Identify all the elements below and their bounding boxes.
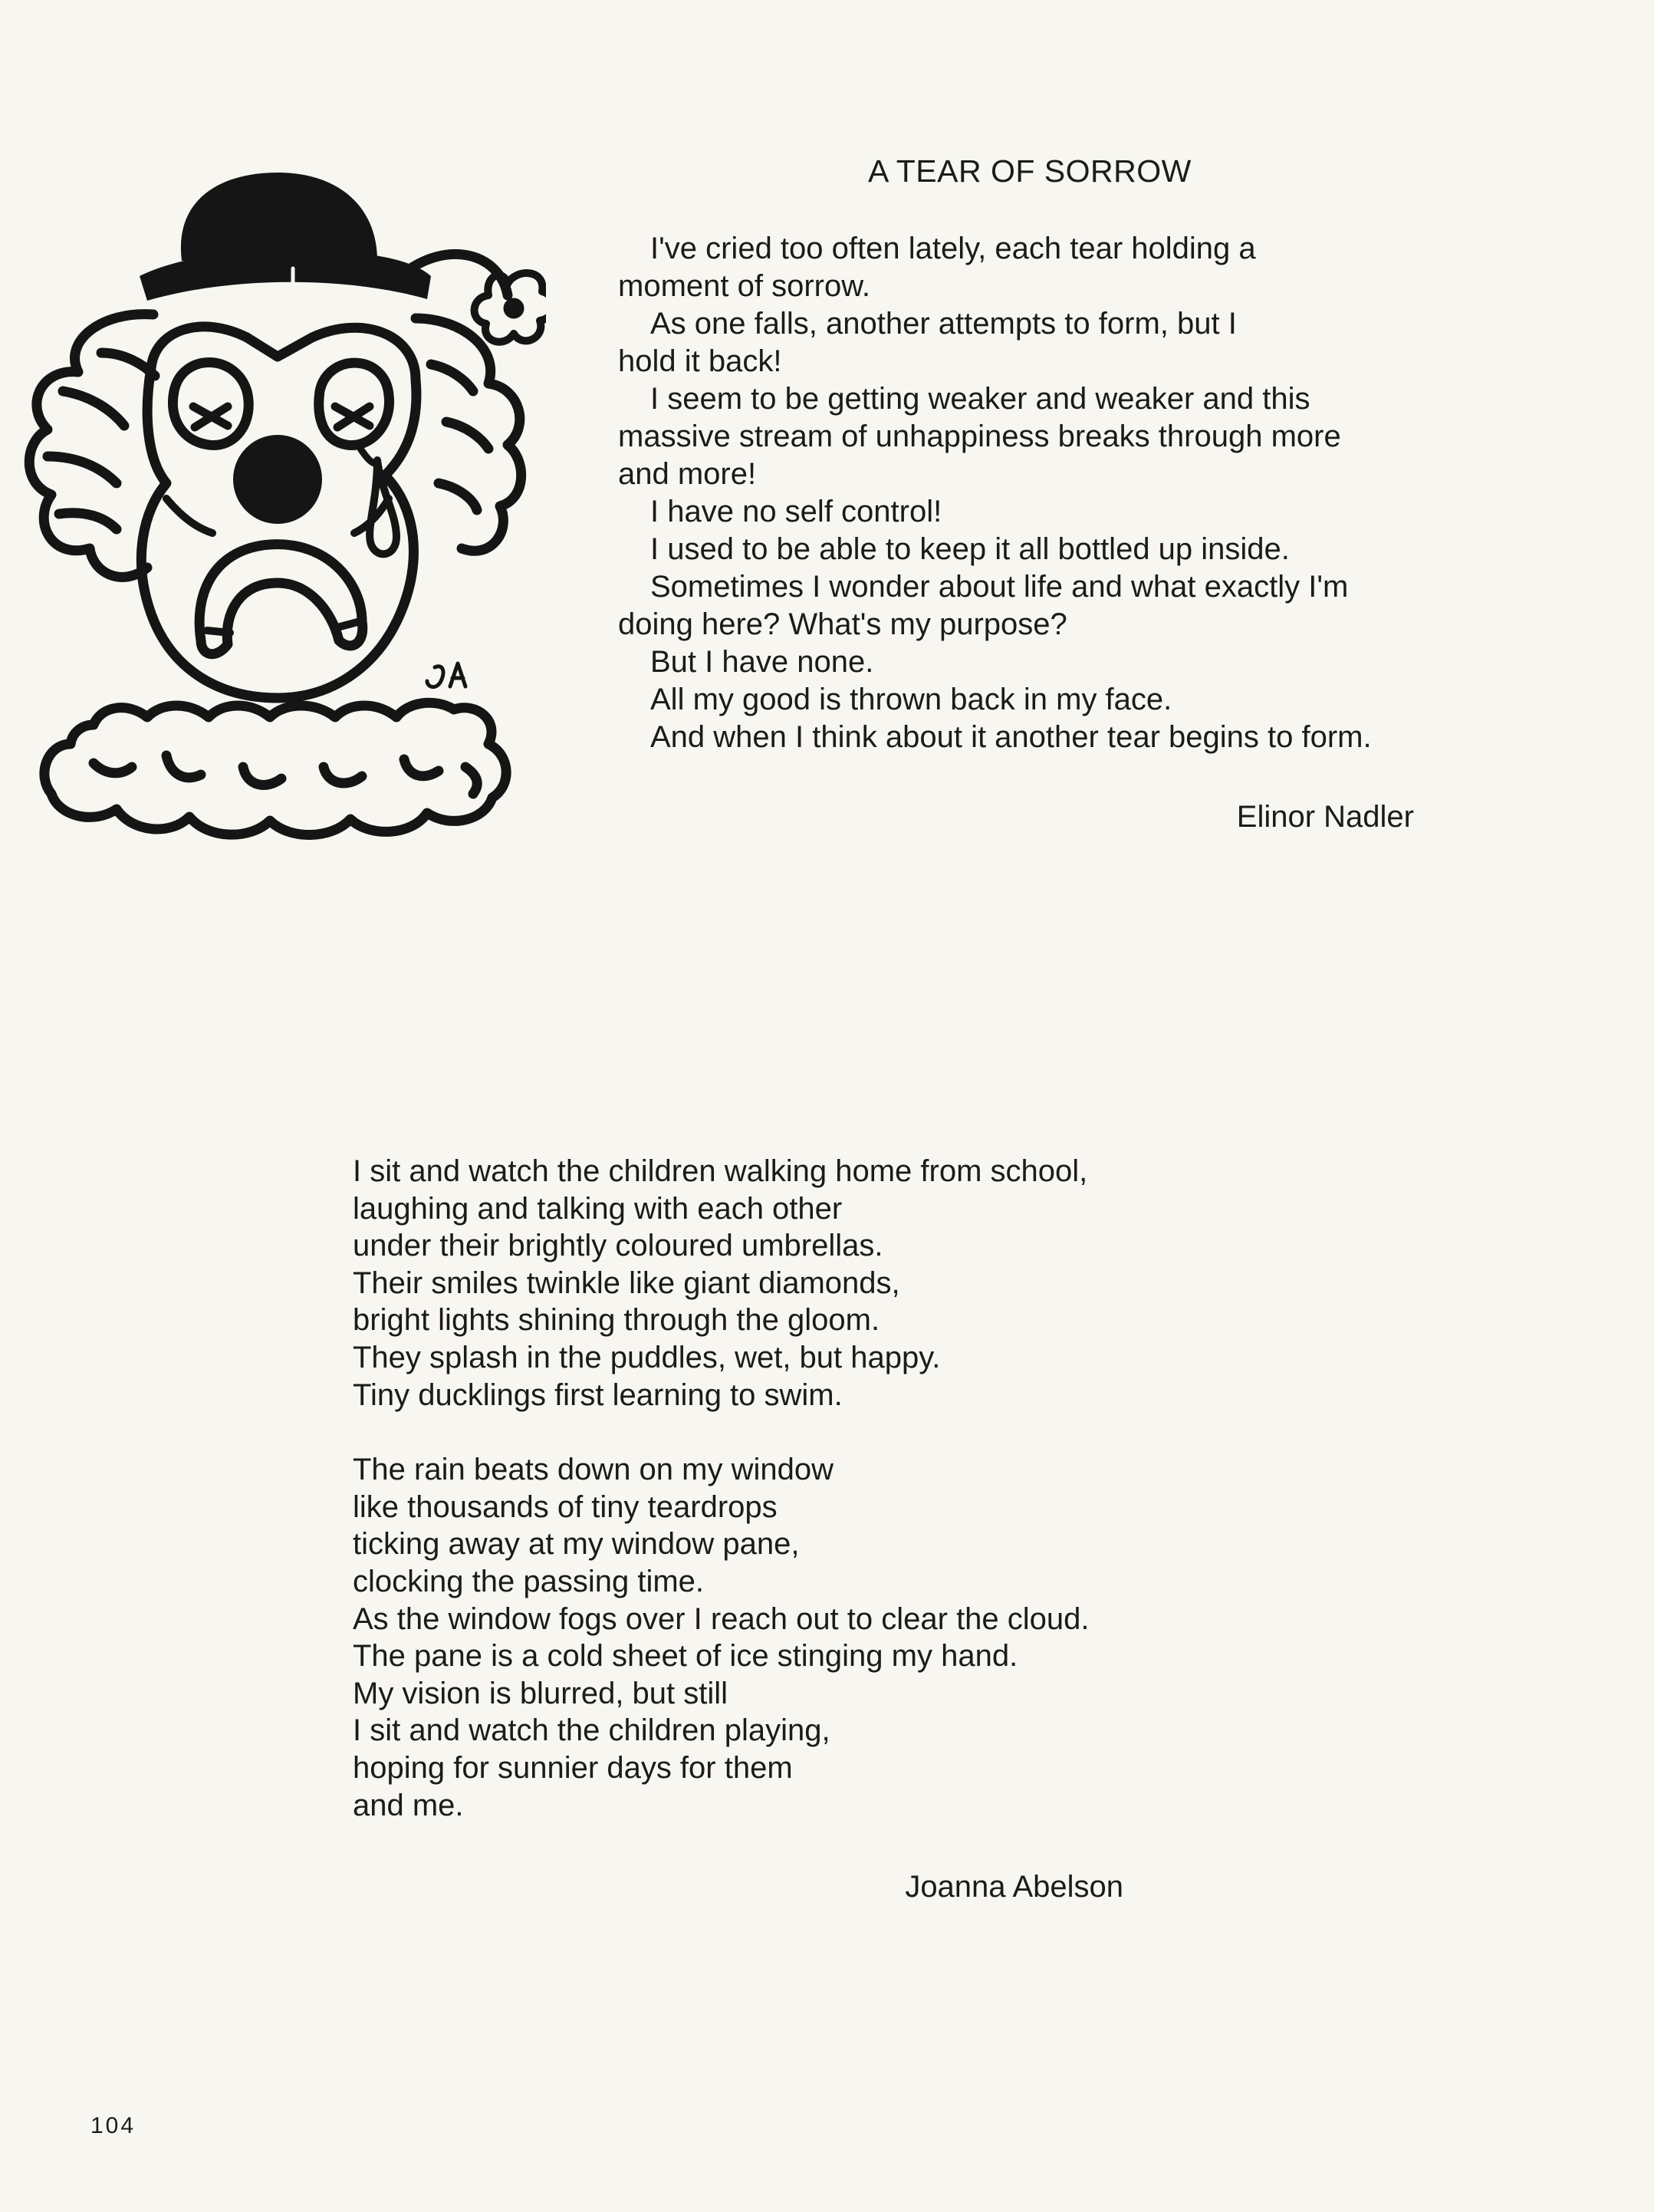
poem-line: I sit and watch the children walking home from school, (353, 1154, 1088, 1188)
poem-line: My vision is blurred, but still (353, 1676, 728, 1710)
stanza-break (353, 1414, 1273, 1451)
poem-line: Their smiles twinkle like giant diamonds, (353, 1266, 900, 1300)
poem-line: clocking the passing time. (353, 1564, 705, 1598)
poem-line: like thousands of tiny teardrops (353, 1489, 778, 1524)
poem-line: They splash in the puddles, wet, but happy. (353, 1340, 941, 1374)
poem-line: As the window fogs over I reach out to clear the cloud. (353, 1601, 1090, 1636)
crying-clown-illustration (17, 161, 546, 844)
poem-line: ticking away at my window pane, (353, 1527, 800, 1562)
poem-line: Tiny ducklings first learning to swim. (353, 1378, 843, 1412)
poem-line: under their brightly coloured umbrellas. (353, 1229, 883, 1263)
poem-line: I've cried too often lately, each tear holding a (650, 232, 1256, 265)
poem-line: I used to be able to keep it all bottled up inside. (650, 532, 1290, 566)
poem-line: and more! (618, 457, 757, 491)
poem-line: Sometimes I wonder about life and what exactly I'm (650, 570, 1349, 604)
poem-children-in-rain (353, 1153, 1273, 1824)
poem-line: doing here? What's my purpose? (618, 607, 1067, 641)
poem-line: massive stream of unhappiness breaks through more (618, 420, 1341, 453)
poem-line: I have no self control! (650, 495, 942, 528)
poem-line: As one falls, another attempts to form, but I (650, 307, 1237, 341)
poem-line: And when I think about it another tear begins to form. (650, 720, 1372, 754)
poem-line: moment of sorrow. (618, 269, 871, 303)
poem-tear-of-sorrow (618, 230, 1462, 756)
poem-line: hold it back! (618, 344, 782, 378)
poem-line: All my good is thrown back in my face. (650, 683, 1172, 716)
page-number: 104 (90, 2113, 136, 2138)
poem-line: laughing and talking with each other (353, 1191, 843, 1226)
poem-line: But I have none. (650, 645, 874, 679)
poem-line: The rain beats down on my window (353, 1453, 834, 1487)
poem-title: A TEAR OF SORROW (868, 153, 1192, 189)
poem-line: bright lights shining through the gloom. (353, 1303, 880, 1338)
poem-line: and me. (353, 1788, 464, 1822)
poem-line: The pane is a cold sheet of ice stinging my hand. (353, 1639, 1018, 1674)
poem-author: Elinor Nadler (1236, 800, 1414, 834)
poem-author: Joanna Abelson (905, 1870, 1123, 1904)
poem-line: I sit and watch the children playing, (353, 1713, 830, 1748)
poem-line: hoping for sunnier days for them (353, 1750, 793, 1785)
poem-line: I seem to be getting weaker and weaker and this (650, 382, 1310, 416)
